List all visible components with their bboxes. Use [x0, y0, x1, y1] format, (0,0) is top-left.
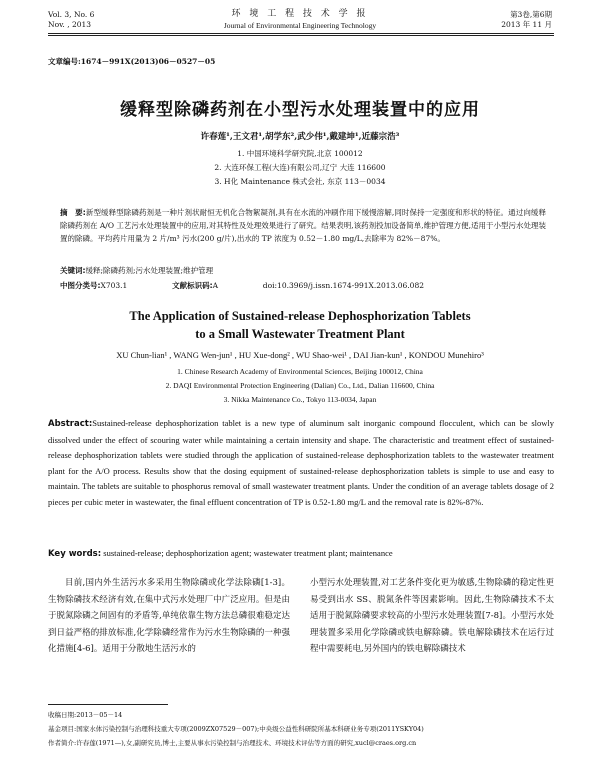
authors-en: XU Chun-lian¹ , WANG Wen-jun¹ , HU Xue-dong² , WU Shao-wei¹ , DAI Jian-kun¹ , KONDOU Munehiro³	[116, 350, 484, 360]
keywords-en	[48, 547, 554, 561]
clc-value: X703.1	[100, 281, 128, 290]
authors-cn: 许春莲¹,王文君¹,胡学东²,武少伟¹,戴建坤¹,近藤宗浩³	[200, 132, 400, 142]
header-rule	[48, 33, 554, 34]
abstract-cn-label: 摘 要:	[60, 208, 86, 217]
header-issue-cn: 第3卷,第6期	[510, 10, 552, 19]
classification-line	[60, 279, 546, 292]
affiliation-cn-1: 1. 中国环境科学研究院,北京 100012	[237, 149, 363, 158]
footnote-fund: 基金项目:国家水体污染控制与治理科技重大专项(2009ZX07529－007);中央级公益性科研院所基本科研业务专项(2011YSKY04)	[48, 725, 424, 733]
header-date-cn: 2013 年 11 月	[501, 20, 552, 29]
affiliation-cn-3: 3. H化 Maintenance 株式会社, 东京 113－0034	[214, 177, 386, 186]
affiliation-en-3: 3. Nikka Maintenance Co., Tokyo 113-0034, Japan	[223, 395, 377, 404]
abstract-en-label: Abstract:	[48, 419, 93, 429]
abstract-cn	[60, 206, 546, 245]
keywords-en-text: sustained-release; dephosphorization agent; wastewater treatment plant; maintenance	[103, 548, 393, 558]
doc-value: A	[212, 281, 219, 290]
doi-label: doi:	[262, 281, 278, 290]
keywords-en-label: Key words:	[48, 549, 102, 559]
footnote-received: 收稿日期:2013－05－14	[48, 711, 123, 719]
header-volume: Vol. 3, No. 6	[48, 10, 95, 19]
title-en-line-2: to a Small Wastewater Treatment Plant	[195, 327, 405, 341]
affiliation-en-1: 1. Chinese Research Academy of Environmental Sciences, Beijing 100012, China	[177, 367, 423, 376]
clc-label: 中图分类号:	[60, 281, 101, 290]
title-cn: 缓释型除磷药剂在小型污水处理装置中的应用	[120, 100, 480, 120]
abstract-cn-text: 新型缓释型除磷药剂是一种片剂状耐恒无机化合物絮凝剂,具有在水流的冲刷作用下缓慢溶解,同时保持一定强度和形状的特征。通过向缓释除磷药剂在 A/O 工艺污水处理装置中的应用,对其特性及处理效果进行了研究。结果表明,该药剂投加设备简单,维护管理方便,适用于小型污水处理装置的除磷。平均药片用量为 2 片/m³ 污水(200 g/片),出水的 TP 浓度为 0.52－1.80 mg/L,去除率为 82%－87%。	[60, 208, 546, 243]
body-left-column: 目前,国内外生活污水多采用生物除磷或化学法除磷[1-3]。生物除磷技术经济有效,在集中式污水处理厂中广泛应用。但是由于脱氮除磷之间固有的矛盾等,单纯依靠生物方法总磷很难稳定达到日益严格的排放标准,化学除磷经常作为污水生物除磷的一种强化措施[4-6]。适用于分散地生活污水的	[48, 578, 290, 655]
header-journal-cn: 环 境 工 程 技 术 学 报	[231, 9, 369, 19]
affiliation-cn-2: 2. 大连环保工程(大连)有限公司,辽宁 大连 116600	[214, 163, 386, 172]
affiliation-en-2: 2. DAQI Environmental Protection Engineering (Dalian) Co., Ltd., Dalian 116600, China	[165, 381, 435, 390]
footnote-author: 作者简介:许春莲(1971—),女,副研究员,博士,主要从事水污染控制与治理技术、环境技术评估等方面的研究,xucl@craes.org.cn	[48, 739, 417, 747]
header-date-en: Nov. , 2013	[48, 20, 92, 29]
header-rule-2	[48, 35, 554, 36]
header-journal-en: Journal of Environmental Engineering Technology	[223, 21, 377, 30]
keywords-cn-label: 关键词:	[60, 266, 86, 275]
abstract-en-text: Sustained-release dephosphorization tablet is a new type of aluminum salt inorganic compound flocculent, which can be slowly dissolved under the effect of scouring water while maintaining a certain intensity and shape. The characteristic and treatment effect of sustained-release dephosphorization tablets were studied through the application of sustained-release dephosphorization tablets to the wastewater treatment plant for the A/O process. Results show that the dosing equipment of sustained-release dephosphorization tablets is simple to use and easy to maintain. The tablets are suitable to phosphorus removal of small wastewater treatment plants. Under the condition of an average tablets dosage of 2 pieces per cubic meter in wastewater, the final effluent concentration of TP is 0.52-1.80 mg/L and the removal rate is 82%-87%.	[48, 418, 554, 507]
keywords-cn-text: 缓释;除磷药剂;污水处理装置;维护管理	[85, 266, 214, 275]
keywords-cn	[60, 264, 546, 277]
body-right-column: 小型污水处理装置,对工艺条件变化更为敏感,生物除磷的稳定性更易受到出水 SS、脱氮条件等因素影响。因此,生物除磷技术不太适用于脱氮除磷要求较高的小型污水处理装置[7-8]。小型污水处理装置多采用化学除磷或铁电解除磷。铁电解除磷技术在运行过程中需要耗电,另外国内的铁电解除磷技术	[310, 578, 554, 655]
doi-value: 10.3969/j.issn.1674-991X.2013.06.082	[277, 281, 424, 290]
abstract-en	[48, 416, 554, 511]
footnote-rule	[48, 704, 168, 705]
doc-label: 文献标识码:	[172, 281, 213, 290]
article-number: 文章编号:1674－991X(2013)06－0527－05	[48, 57, 216, 66]
title-en-line-1: The Application of Sustained-release Dephosphorization Tablets	[129, 309, 471, 323]
